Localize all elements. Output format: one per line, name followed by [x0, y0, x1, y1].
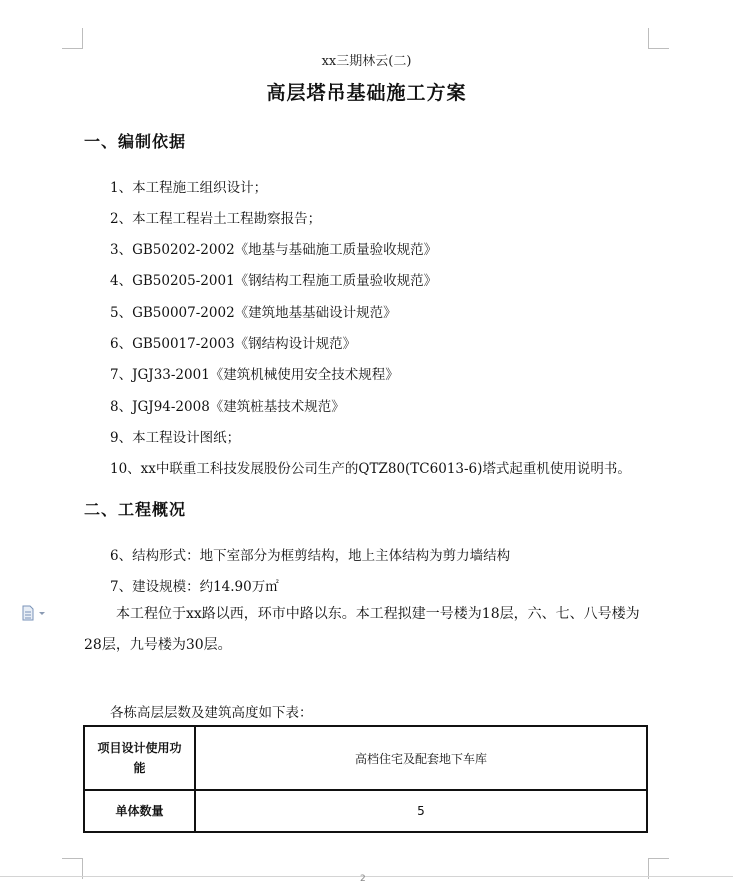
table-value-cell: 高档住宅及配套地下车库: [195, 726, 647, 790]
page-number: 2: [360, 874, 366, 884]
document-title: 高层塔吊基础施工方案: [266, 82, 467, 104]
basis-item: 7、JGJ33-2001《建筑机械使用安全技术规程》: [110, 367, 399, 383]
page-bottom-edge: [0, 876, 733, 877]
document-icon[interactable]: [20, 605, 50, 621]
section-heading-basis: 一、编制依据: [84, 132, 187, 151]
basis-item: 3、GB50202-2002《地基与基础施工质量验收规范》: [110, 242, 438, 258]
basis-item: 2、本工程工程岩土工程勘察报告；: [110, 211, 322, 227]
overview-paragraph-text: 本工程位于xx路以西，环市中路以东。本工程拟建一号楼为18层，六、七、八号楼为28层，九号楼为30层。: [84, 606, 640, 653]
basis-item: 9、本工程设计图纸；: [110, 430, 241, 446]
overview-item: 6、结构形式：地下室部分为框剪结构，地上主体结构为剪力墙结构: [110, 548, 511, 564]
basis-item: 1、本工程施工组织设计；: [110, 180, 268, 196]
table-row: [84, 790, 647, 832]
crop-mark-top-right: [648, 28, 669, 49]
building-table: [83, 725, 648, 833]
table-label-cell: 项目设计使用功能: [84, 726, 195, 790]
section-heading-overview: 二、工程概况: [84, 500, 187, 519]
basis-item: 6、GB50017-2003《钢结构设计规范》: [110, 336, 357, 352]
basis-item: 4、GB50205-2001《钢结构工程施工质量验收规范》: [110, 273, 438, 289]
table-intro: 各栋高层层数及建筑高度如下表：: [110, 705, 313, 721]
basis-item: 8、JGJ94-2008《建筑桩基技术规范》: [110, 399, 345, 415]
overview-item: 7、建设规模：约14.90万㎡: [110, 579, 279, 595]
table-row: [84, 726, 647, 790]
basis-item: 5、GB50007-2002《建筑地基基础设计规范》: [110, 305, 397, 321]
table-value-cell: 5: [195, 790, 647, 832]
table-label-cell: 单体数量: [84, 790, 195, 832]
crop-mark-top-left: [62, 28, 83, 49]
basis-item: 10、xx中联重工科技发展股份公司生产的QTZ80(TC6013-6)塔式起重机使用说明书。: [110, 461, 631, 477]
page-header: xx三期林云(二): [321, 54, 412, 69]
overview-paragraph: [84, 599, 652, 661]
